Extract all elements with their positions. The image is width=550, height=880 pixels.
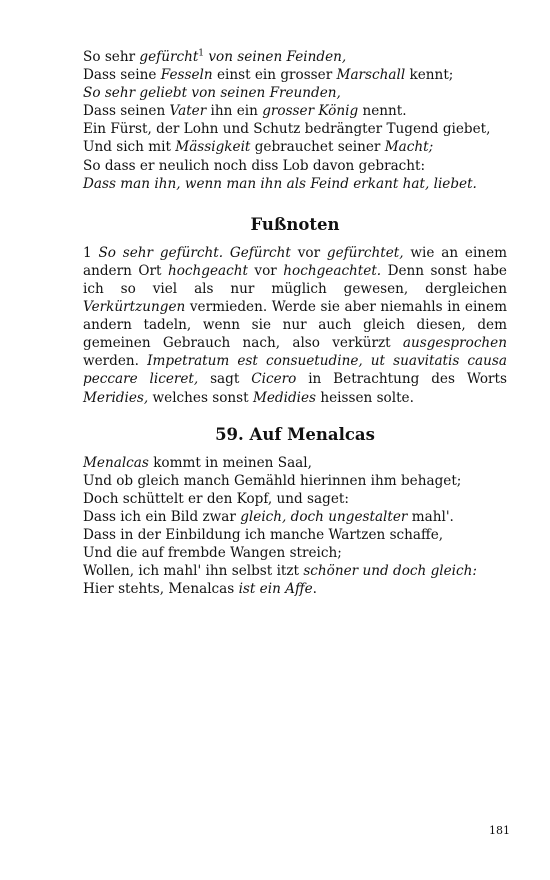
poem-title: 59. Auf Menalcas (215, 424, 375, 444)
text-run: So sehr (83, 49, 140, 65)
verse-line (83, 508, 507, 526)
text-run: einst ein grosser (212, 67, 337, 84)
italic-text: So sehr geliebt von seinen Freunden, (83, 85, 341, 102)
text-run: welches sonst (148, 389, 253, 406)
text-run: So dass er neulich noch diss Lob davon gebracht: (83, 157, 426, 174)
italic-text: So sehr gefürcht. Gefürcht (98, 244, 291, 261)
italic-text: Marschall (336, 67, 406, 84)
text-run: vor (247, 262, 284, 279)
footnotes-heading: Fußnoten (250, 214, 340, 234)
text-run: vor (290, 244, 327, 261)
italic-text: Verkürtzungen (83, 299, 186, 316)
text-run: kommt in meinen Saal, (148, 454, 312, 471)
italic-text: Meridies, (83, 389, 149, 406)
italic-text: schöner und doch gleich: (303, 563, 477, 580)
italic-text: gefürchtet, (326, 244, 404, 261)
italic-text: Macht; (384, 139, 434, 156)
poem-menalcas (83, 454, 507, 599)
text-run: Dass seine (83, 67, 161, 84)
text-run: ihn ein (206, 103, 263, 120)
text-run: Ein Fürst, der Lohn und Schutz bedrängter Tugend giebet, (83, 121, 491, 138)
italic-text: Mässigkeit (175, 139, 251, 156)
text-run: Und sich mit (83, 139, 176, 156)
text-run: Und die auf frembde Wangen streich; (83, 545, 342, 562)
text-run: gebrauchet seiner (250, 139, 385, 156)
verse-line (83, 102, 507, 120)
poem-top (83, 48, 507, 193)
text-run: werden. (83, 353, 148, 370)
verse-line (83, 157, 507, 175)
page-number: 181 (489, 824, 510, 837)
text-run: . (312, 581, 317, 598)
text-run: wie an einem andern Ort (83, 244, 508, 279)
italic-text: Impetratum est consuetudine, ut suavitatis causa peccare liceret, (83, 353, 507, 388)
text-run: Denn sonst habe ich so viel als nur müglich gewesen, dergleichen (83, 262, 507, 297)
text-run: Und ob gleich manch Gemähld hierinnen ihm behaget; (83, 472, 462, 489)
text-run: heissen solte. (316, 389, 414, 406)
text-run: sagt (198, 371, 252, 388)
italic-text: Medidies (252, 389, 317, 406)
italic-text: hochgeachtet. (283, 262, 382, 279)
verse-line (83, 562, 507, 580)
italic-text: ausgesprochen (402, 335, 507, 352)
text-run: in Betrachtung des Worts (296, 371, 507, 388)
verse-line (83, 84, 507, 102)
text-run: nennt. (358, 103, 407, 120)
verse-line (83, 544, 507, 562)
verse-line (83, 454, 507, 472)
verse-line (83, 490, 507, 508)
italic-text: Dass man ihn, wenn man ihn als Feind erkant hat, liebet. (83, 175, 477, 192)
italic-text: Cicero (251, 371, 297, 388)
page-content (83, 48, 507, 598)
text-run: Hier stehts, Menalcas (83, 581, 239, 598)
text-run: Dass in der Einbildung ich manche Wartzen schaffe, (83, 526, 444, 543)
italic-text: hochgeacht (167, 262, 248, 279)
text-run: vermieden. Werde sie aber niemahls in einem andern tadeln, wenn sie nur auch gleich diesen, dem gemeinen Gebrauch nach, also verkürzt (83, 299, 507, 352)
text-run: Dass ich ein Bild zwar (83, 508, 241, 525)
text-run: Wollen, ich mahl' ihn selbst itzt (83, 563, 304, 580)
verse-line (83, 580, 507, 598)
text-run: Dass seinen (83, 103, 170, 120)
verse-line (83, 66, 507, 84)
italic-text: grosser König (262, 103, 359, 120)
verse-line (83, 175, 507, 193)
text-run: kennt; (405, 67, 454, 84)
text-run: 1 (83, 244, 99, 261)
verse-line (83, 138, 507, 156)
italic-text: Vater (169, 103, 207, 120)
italic-text: gleich, doch ungestalter (240, 508, 408, 525)
verse-line (83, 472, 507, 490)
verse-line (83, 48, 507, 66)
verse-line (83, 526, 507, 544)
italic-text: ist ein Affe (238, 581, 313, 598)
footnote-text (83, 244, 507, 407)
text-run: mahl'. (407, 508, 454, 525)
footnote-marker: 1 (198, 48, 205, 59)
italic-text: gefürcht (139, 49, 199, 65)
verse-line (83, 120, 507, 138)
italic-text: Menalcas (83, 454, 149, 471)
italic-text: von seinen Feinden, (204, 49, 347, 65)
italic-text: Fesseln (160, 67, 213, 84)
text-run: Doch schüttelt er den Kopf, und saget: (83, 490, 349, 507)
